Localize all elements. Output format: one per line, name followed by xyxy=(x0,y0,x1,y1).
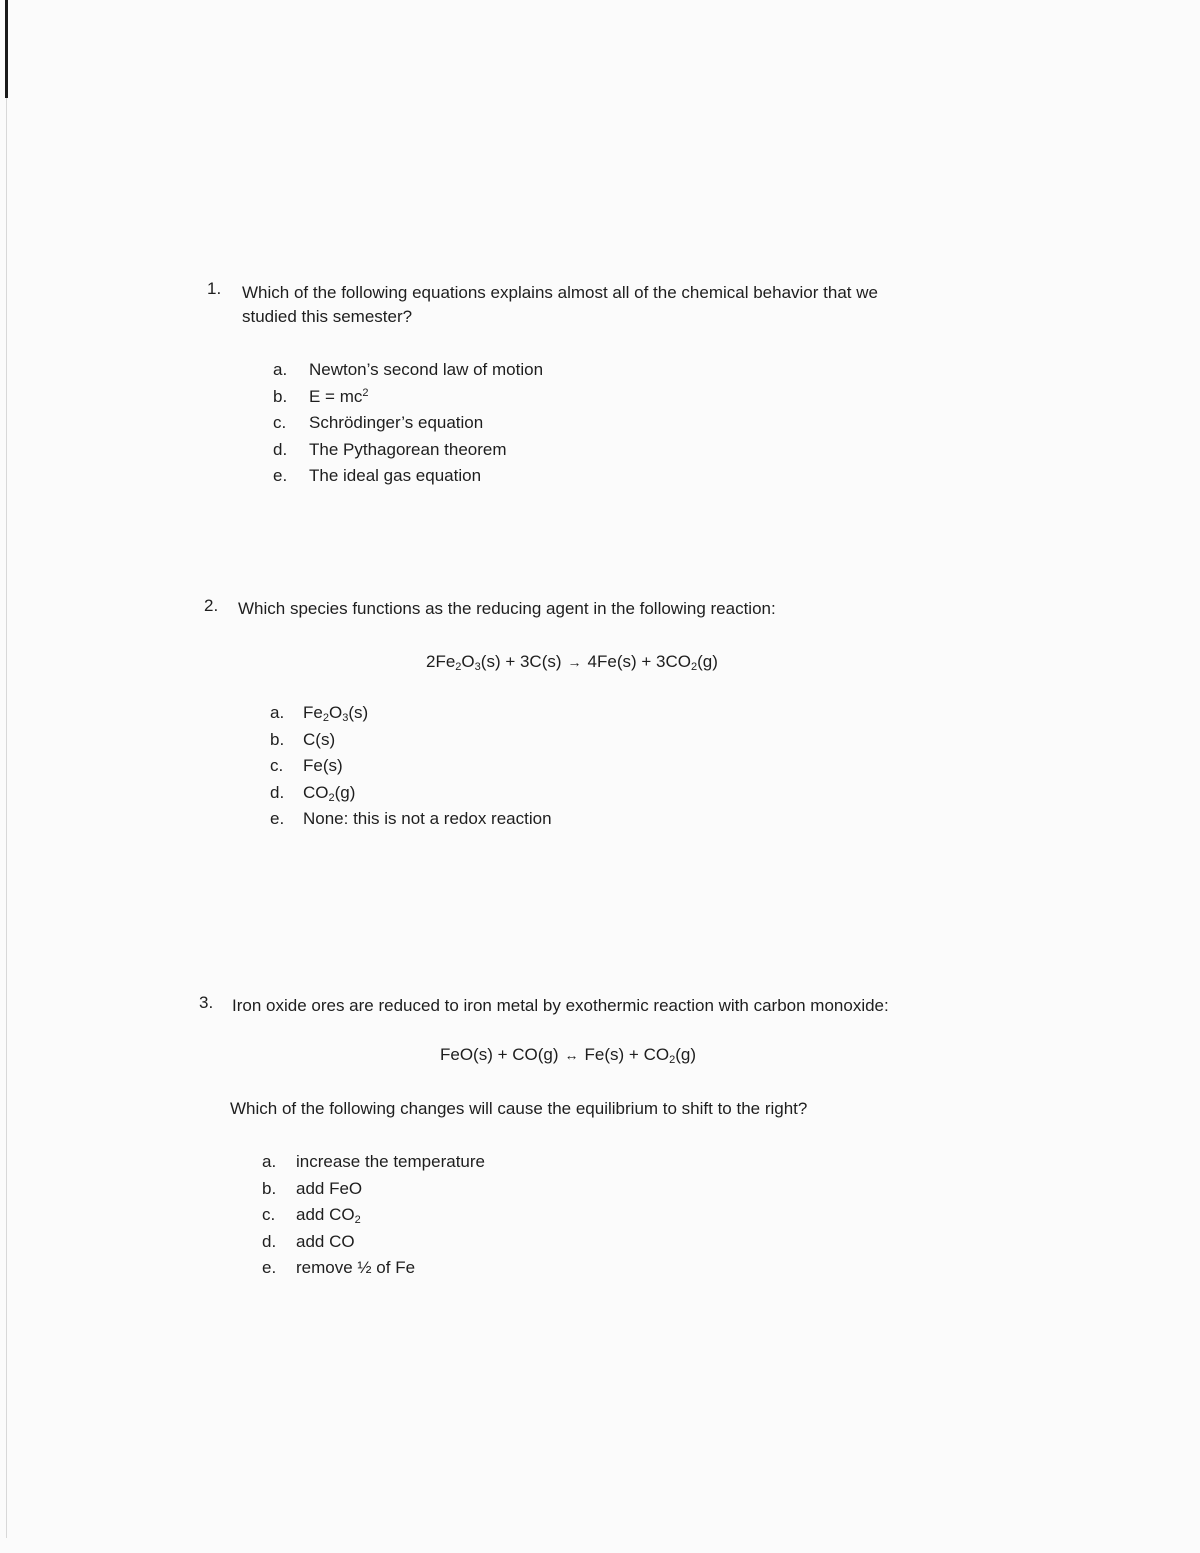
option-letter: d. xyxy=(270,782,285,802)
option-text: remove ½ of Fe xyxy=(296,1258,416,1277)
option-2a[interactable] xyxy=(270,701,690,728)
option-letter: b. xyxy=(262,1178,277,1198)
scan-edge-mark xyxy=(5,0,8,98)
question-3-options xyxy=(262,1150,682,1283)
subscript: 2 xyxy=(455,661,462,673)
eq-part: (g) xyxy=(697,652,718,671)
subscript: 2 xyxy=(669,1054,676,1066)
formula-part: O xyxy=(328,703,343,722)
option-letter: c. xyxy=(273,413,287,432)
option-1a[interactable] xyxy=(273,358,693,385)
option-letter: a. xyxy=(273,360,288,379)
scan-edge-line xyxy=(6,98,7,1538)
option-text: Newton’s second law of motion xyxy=(309,360,544,379)
option-text: C(s) xyxy=(303,729,336,749)
eq-part: Fe(s) + CO xyxy=(584,1045,670,1064)
question-1-options xyxy=(273,358,693,491)
option-letter: e. xyxy=(270,809,285,828)
option-1d[interactable] xyxy=(273,438,693,465)
option-1e[interactable] xyxy=(273,464,693,491)
eq-part: (g) xyxy=(675,1045,696,1064)
subscript: 2 xyxy=(322,712,329,724)
formula-base: E = mc xyxy=(309,386,363,406)
eq-part: O xyxy=(461,652,475,671)
option-2e[interactable] xyxy=(270,807,690,834)
option-letter: c. xyxy=(270,756,284,775)
question-3-text: Iron oxide ores are reduced to iron metal by exothermic reaction with carbon monoxide: xyxy=(232,996,889,1015)
question-3-prompt: Which of the following changes will cause the equilibrium to shift to the right? xyxy=(230,1099,808,1118)
question-1-text-line1: Which of the following equations explains almost all of the chemical behavior that we xyxy=(242,283,878,302)
option-letter: d. xyxy=(273,439,288,459)
option-3a[interactable] xyxy=(262,1150,682,1177)
option-letter: e. xyxy=(262,1258,277,1277)
option-letter: a. xyxy=(270,703,285,722)
option-1c[interactable] xyxy=(273,411,693,438)
subscript: 3 xyxy=(474,661,481,673)
subscript: 3 xyxy=(342,712,349,724)
formula-part: (s) xyxy=(348,703,369,722)
option-letter: b. xyxy=(273,386,288,406)
eq-part: (s) + 3C(s) xyxy=(480,652,562,671)
option-text: The ideal gas equation xyxy=(309,466,482,485)
option-2c[interactable] xyxy=(270,754,690,781)
option-letter: c. xyxy=(262,1205,276,1224)
question-3-number: 3. xyxy=(199,993,214,1012)
option-3b[interactable] xyxy=(262,1177,682,1204)
equilibrium-arrow-icon: ↔ xyxy=(564,1047,579,1063)
option-text: add FeO xyxy=(296,1178,363,1198)
option-1b[interactable] xyxy=(273,385,693,412)
formula-part: Fe xyxy=(303,703,323,722)
option-text: increase the temperature xyxy=(296,1152,485,1171)
eq-part: FeO(s) + CO(g) xyxy=(440,1045,559,1064)
option-text: None: this is not a redox reaction xyxy=(303,809,552,828)
subscript: 2 xyxy=(354,1214,361,1226)
equilibrium-equation xyxy=(440,1045,696,1065)
option-letter: d. xyxy=(262,1231,277,1251)
question-2-options xyxy=(270,701,690,834)
eq-part: 4Fe(s) + 3CO xyxy=(587,652,691,671)
option-2b[interactable] xyxy=(270,728,690,755)
option-letter: e. xyxy=(273,466,288,485)
subscript: 2 xyxy=(690,661,698,673)
formula-part: CO xyxy=(303,782,329,802)
option-text: add CO xyxy=(296,1231,355,1251)
question-2-text: Which species functions as the reducing agent in the following reaction: xyxy=(238,599,776,618)
formula-base: add CO xyxy=(296,1205,355,1224)
question-1-number: 1. xyxy=(207,279,222,298)
question-1-text-line2: studied this semester? xyxy=(242,307,413,326)
option-text xyxy=(309,385,369,409)
reaction-arrow-icon: → xyxy=(567,654,582,670)
option-letter: b. xyxy=(270,729,285,749)
option-text: Schrödinger’s equation xyxy=(309,413,484,432)
superscript: 2 xyxy=(362,386,369,399)
option-3e[interactable] xyxy=(262,1256,682,1283)
option-3c[interactable] xyxy=(262,1203,682,1230)
option-text: Fe(s) xyxy=(303,756,343,775)
option-2d[interactable] xyxy=(270,781,690,808)
option-text xyxy=(303,781,355,805)
reaction-equation xyxy=(426,652,718,672)
option-3d[interactable] xyxy=(262,1230,682,1257)
option-text xyxy=(296,1203,361,1227)
eq-part: 2Fe xyxy=(426,652,456,671)
option-letter: a. xyxy=(262,1152,277,1171)
option-text: The Pythagorean theorem xyxy=(309,439,507,459)
option-text xyxy=(303,701,368,725)
question-2-number: 2. xyxy=(204,596,219,615)
formula-part: (g) xyxy=(334,782,356,802)
subscript: 2 xyxy=(328,791,335,804)
